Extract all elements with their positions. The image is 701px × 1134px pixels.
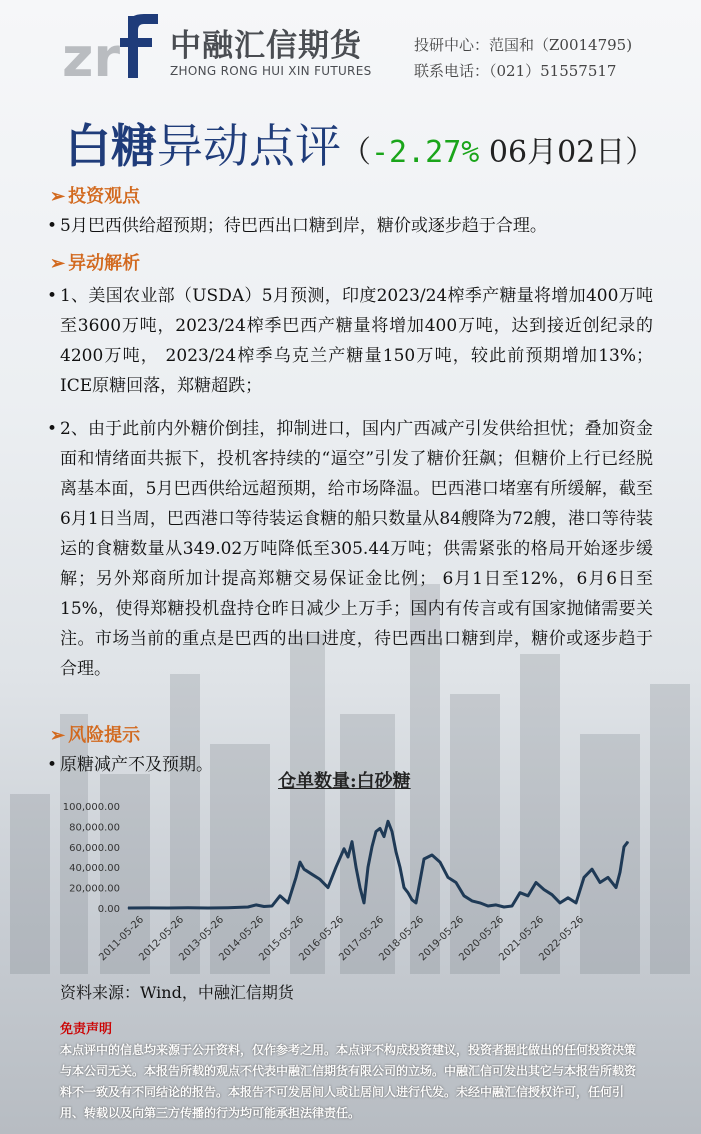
- data-point: [380, 828, 381, 829]
- data-point: [568, 897, 569, 898]
- data-point: [272, 905, 273, 906]
- data-point: [624, 846, 625, 847]
- data-point: [520, 892, 521, 893]
- arrow-icon: ➢: [50, 253, 66, 274]
- arrow-icon: ➢: [50, 725, 66, 746]
- view-text: 5月巴西供给超预期；待巴西出口糖到岸，糖价或逐步趋于合理。: [60, 216, 547, 236]
- analysis-text-1: 1、美国农业部（USDA）5月预测，印度2023/24榨季产糖量将增加400万吨至3600万吨，2023/24榨季巴西产糖量将增加400万吨，达到接近创纪录的4200万吨， 2023/24榨季乌克兰产糖量150万吨，较此前预期增加13%；ICE原糖回落，郑糖超跌；: [60, 286, 653, 396]
- data-point: [348, 857, 349, 858]
- data-point: [584, 877, 585, 878]
- risk-text: 原糖减产不及预期。: [60, 755, 213, 775]
- y-tick-label: 80,000.00: [69, 822, 120, 834]
- view-paragraph: [47, 211, 653, 241]
- x-tick-label: 2016-05-26: [297, 914, 347, 964]
- data-point: [148, 907, 149, 908]
- disclaimer-heading: 免责声明: [60, 1022, 113, 1037]
- data-point: [616, 887, 617, 888]
- company-name-en: ZHONG RONG HUI XIN FUTURES: [170, 64, 372, 78]
- data-point: [496, 904, 497, 905]
- x-tick-label: 2021-05-26: [497, 914, 547, 964]
- data-point: [536, 882, 537, 883]
- data-point: [592, 869, 593, 870]
- data-point: [552, 894, 553, 895]
- data-source: 资料来源：Wind，中融汇信期货: [60, 983, 294, 1002]
- bullet-icon: •: [47, 216, 58, 236]
- company-name-cn: 中融汇信期货: [170, 28, 362, 64]
- data-point: [528, 895, 529, 896]
- x-tick-label: 2013-05-26: [177, 914, 227, 964]
- data-point: [304, 869, 305, 870]
- company-logo-mark: [62, 14, 162, 80]
- x-tick-label: 2011-05-26: [97, 914, 147, 964]
- data-point: [424, 859, 425, 860]
- data-point: [352, 841, 353, 842]
- data-point: [300, 862, 301, 863]
- data-point: [312, 874, 313, 875]
- y-tick-label: 100,000.00: [62, 802, 120, 813]
- x-tick-label: 2017-05-26: [337, 914, 387, 964]
- data-point: [188, 907, 189, 908]
- data-point: [344, 848, 345, 849]
- data-point: [372, 846, 373, 847]
- x-tick-label: 2014-05-26: [217, 914, 267, 964]
- data-point: [560, 902, 561, 903]
- contact-info: [414, 32, 632, 84]
- data-point: [280, 895, 281, 896]
- chart-title: 仓单数量:白砂糖: [278, 771, 411, 792]
- y-tick-label: 40,000.00: [69, 863, 120, 875]
- heading-label: 风险提示: [68, 725, 141, 746]
- y-tick-label: 60,000.00: [69, 842, 120, 854]
- x-tick-label: 2022-05-26: [537, 914, 587, 964]
- section-heading-risk: [50, 721, 140, 747]
- x-tick-label: 2018-05-26: [377, 914, 427, 964]
- data-point: [128, 908, 129, 909]
- data-point: [620, 872, 621, 873]
- x-tick-label: 2015-05-26: [257, 914, 307, 964]
- data-point: [488, 905, 489, 906]
- data-point: [264, 906, 265, 907]
- bullet-icon: •: [47, 286, 58, 306]
- x-tick-label: 2019-05-26: [417, 914, 467, 964]
- section-heading-analysis: [50, 249, 140, 275]
- x-tick-label: 2020-05-26: [457, 914, 507, 964]
- y-tick-label: 20,000.00: [69, 883, 120, 895]
- data-point: [288, 902, 289, 903]
- data-point: [296, 877, 297, 878]
- data-point: [396, 851, 397, 852]
- svg-text:zr: zr: [62, 26, 121, 80]
- data-point: [600, 882, 601, 883]
- data-point: [168, 908, 169, 909]
- data-point: [432, 854, 433, 855]
- title-commodity: 白糖: [65, 119, 157, 173]
- disclaimer-text: 本点评中的信息均来源于公开资料，仅作参考之用。本点评不构成投资建议，投资者据此做出的任何投资决策与本公司无关。本报告所载的观点不代表中融汇信期货有限公司的立场。中融汇信可发出其它与本报告所载资料不一致及有不同结论的报告。本报告不可发居间人或让居间人进行代发。未经中融汇信授权许可，任何引用、转载以及向第三方传播的行为均可能承担法律责任。: [60, 1043, 637, 1120]
- data-point: [456, 882, 457, 883]
- data-point: [416, 902, 417, 903]
- data-point: [440, 862, 441, 863]
- data-point: [464, 895, 465, 896]
- analysis-paragraph-2: [47, 414, 653, 684]
- data-point: [472, 900, 473, 901]
- header: [0, 0, 701, 92]
- data-point: [608, 877, 609, 878]
- data-point: [328, 887, 329, 888]
- arrow-icon: ➢: [50, 186, 66, 207]
- data-point: [256, 904, 257, 905]
- data-point: [388, 821, 389, 822]
- data-point: [208, 908, 209, 909]
- data-point: [576, 902, 577, 903]
- page-title: [65, 110, 655, 176]
- data-point: [408, 892, 409, 893]
- data-point: [360, 887, 361, 888]
- series-line: [128, 821, 628, 908]
- title-date: 06月02日）: [479, 135, 656, 170]
- section-heading-view: [50, 182, 140, 208]
- y-tick-label: 0.00: [97, 904, 120, 915]
- data-point: [364, 902, 365, 903]
- data-point: [248, 906, 249, 907]
- warehouse-receipt-chart: [60, 790, 640, 980]
- x-tick-label: 2012-05-26: [137, 914, 187, 964]
- data-point: [628, 841, 629, 842]
- analysis-paragraph-1: [47, 281, 653, 401]
- data-point: [320, 879, 321, 880]
- price-change: -2.27%: [371, 135, 480, 170]
- data-point: [404, 887, 405, 888]
- data-point: [412, 899, 413, 900]
- data-point: [368, 867, 369, 868]
- data-point: [400, 867, 401, 868]
- analyst-line: 投研中心：范国和（Z0014795): [414, 36, 633, 54]
- data-point: [480, 902, 481, 903]
- title-paren: （: [341, 135, 371, 170]
- data-point: [376, 831, 377, 832]
- data-point: [228, 907, 229, 908]
- phone-line: 联系电话：（021）51557517: [414, 62, 617, 80]
- heading-label: 投资观点: [68, 186, 141, 207]
- heading-label: 异动解析: [68, 253, 141, 274]
- data-point: [356, 867, 357, 868]
- data-point: [392, 831, 393, 832]
- data-point: [544, 889, 545, 890]
- data-point: [448, 877, 449, 878]
- bullet-icon: •: [47, 419, 58, 439]
- data-point: [384, 836, 385, 837]
- data-point: [504, 906, 505, 907]
- data-point: [336, 867, 337, 868]
- title-type: 异动点评: [157, 119, 341, 173]
- risk-paragraph: [47, 750, 247, 780]
- analysis-text-2: 2、由于此前内外糖价倒挂，抑制进口，国内广西减产引发供给担忧；叠加资金面和情绪面共振下，投机客持续的“逼空”引发了糖价狂飙；但糖价上行已经脱离基本面，5月巴西供给远超预期，给市场降温。巴西港口堵塞有所缓解，截至6月1日当周，巴西港口等待装运食糖的船只数量从84艘降为72艘，港口等待装运的食糖数量从349.02万吨降低至305.44万吨；供需紧张的格局开始逐步缓解；另外郑商所加计提高郑糖交易保证金比例； 6月1日至12%，6月6日至15%，使得郑糖投机盘持仓昨日减少上万手；国内有传言或有国家抛储需要关注。市场当前的重点是巴西的出口进度，待巴西出口糖到岸，糖价或逐步趋于合理。: [60, 419, 653, 679]
- data-point: [512, 905, 513, 906]
- bullet-icon: •: [47, 755, 58, 775]
